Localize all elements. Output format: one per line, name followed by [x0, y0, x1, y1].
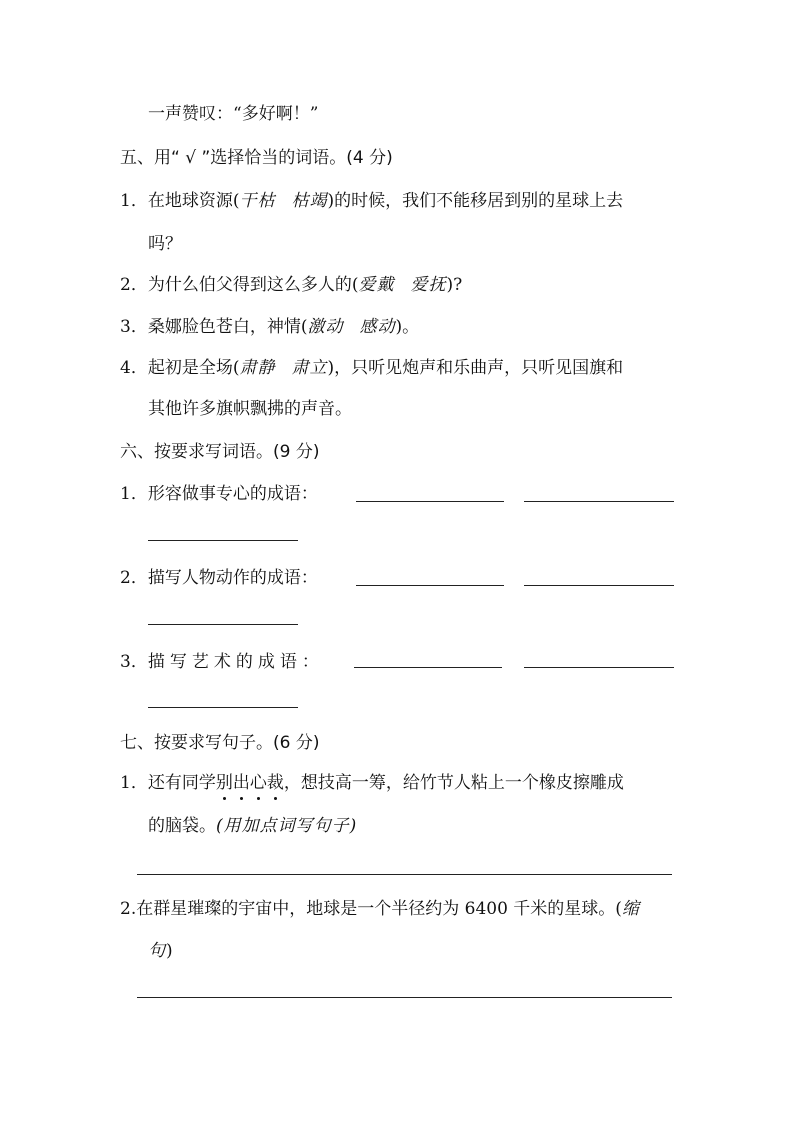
question-text-cont: ，想技高一筹，给竹节人粘上一个橡皮擦雕成 — [283, 773, 624, 793]
s5-question-1 — [120, 189, 623, 213]
question-text-cont: )。 — [395, 317, 420, 337]
question-number: 3． — [120, 317, 148, 337]
section-7-heading: 七、按要求写句子。 — [120, 733, 273, 753]
question-text: 桑娜脸色苍白，神情( — [147, 317, 308, 337]
section-5-title — [120, 146, 393, 170]
question-text-cont: ) — [166, 941, 173, 961]
question-text: 起初是全场( — [147, 358, 240, 378]
dotted-char: 裁 — [266, 773, 284, 793]
option-2[interactable]: 爱抚 — [410, 275, 447, 295]
question-number: 2． — [120, 568, 148, 588]
dotted-char: 出 — [232, 773, 250, 793]
section-6-heading: 六、按要求写词语。 — [120, 442, 273, 462]
option-1[interactable]: 肃静 — [239, 358, 276, 378]
s5-question-2 — [120, 273, 462, 297]
question-number: 3． — [120, 652, 148, 672]
s5-question-1-wrap: 吗？ — [148, 234, 182, 254]
question-number: 4． — [120, 358, 148, 378]
question-number: 2. — [120, 899, 137, 919]
s7-question-1-wrap — [148, 814, 357, 838]
question-number: 1． — [120, 773, 148, 793]
question-text-cont: )? — [446, 275, 463, 295]
section-5-heading: 五、用“ √ ”选择恰当的词语。 — [120, 148, 347, 168]
s7-question-1 — [120, 771, 624, 795]
question-hint: (用加点词写句子) — [216, 816, 358, 836]
question-number: 2． — [120, 275, 148, 295]
option-1[interactable]: 爱戴 — [358, 275, 395, 295]
answer-blank[interactable] — [524, 667, 674, 668]
section-6-title — [120, 440, 319, 464]
dotted-char: 心 — [249, 773, 267, 793]
question-text: 还有同学 — [147, 773, 216, 793]
option-2[interactable]: 肃立 — [291, 358, 328, 378]
question-number: 1． — [120, 191, 148, 211]
answer-line[interactable] — [137, 874, 672, 875]
question-text: 形容做事专心的成语： — [147, 484, 318, 504]
section-6-score: (9 分) — [273, 442, 320, 462]
answer-blank[interactable] — [148, 540, 298, 541]
answer-blank[interactable] — [354, 667, 502, 668]
dotted-char: 别 — [215, 773, 233, 793]
answer-blank[interactable] — [524, 585, 674, 586]
s6-question-2 — [120, 566, 318, 590]
section-7-title — [120, 731, 319, 755]
question-text: 在地球资源( — [147, 191, 240, 211]
s5-question-4-wrap: 其他许多旗帜飘拂的声音。 — [148, 399, 352, 419]
option-1[interactable]: 激动 — [307, 317, 344, 337]
s6-question-3 — [120, 650, 324, 674]
s7-question-2 — [120, 897, 640, 921]
question-text-cont: )，只听见炮声和乐曲声，只听见国旗和 — [327, 358, 624, 378]
question-text: 描写人物动作的成语： — [147, 568, 318, 588]
option-2[interactable]: 感动 — [359, 317, 396, 337]
question-number: 1． — [120, 484, 148, 504]
answer-blank[interactable] — [148, 707, 298, 708]
option-1[interactable]: 干枯 — [239, 191, 276, 211]
answer-blank[interactable] — [524, 501, 674, 502]
s7-question-2-wrap — [148, 939, 173, 963]
question-text: 在群星璀璨的宇宙中，地球是一个半径约为 6400 千米的星球。( — [136, 899, 622, 919]
option-2[interactable]: 枯竭 — [291, 191, 328, 211]
question-hint: 句 — [148, 941, 166, 961]
question-text: 描写艺术的成语： — [147, 652, 324, 672]
s5-question-3 — [120, 315, 419, 339]
answer-line[interactable] — [137, 997, 672, 998]
question-hint: 缩 — [621, 899, 640, 919]
s5-question-4 — [120, 356, 623, 380]
section-7-score: (6 分) — [273, 733, 320, 753]
answer-blank[interactable] — [356, 585, 504, 586]
section-5-score: (4 分) — [346, 148, 393, 168]
answer-blank[interactable] — [356, 501, 504, 502]
previous-question-tail: 一声赞叹：“多好啊！” — [148, 104, 319, 124]
question-text-cont: 的脑袋。 — [148, 816, 216, 836]
s6-question-1 — [120, 482, 318, 506]
question-text-cont: )的时候，我们不能移居到别的星球上去 — [327, 191, 624, 211]
question-text: 为什么伯父得到这么多人的( — [147, 275, 359, 295]
answer-blank[interactable] — [148, 624, 298, 625]
